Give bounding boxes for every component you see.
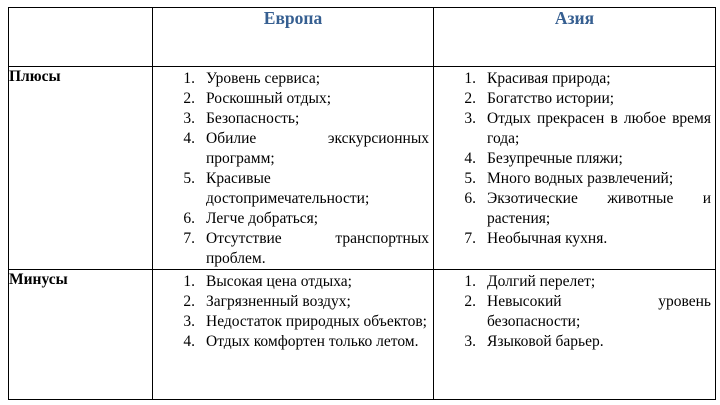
- item-number: 3.: [183, 313, 195, 330]
- list-item: [434, 109, 711, 149]
- list-item: [153, 69, 429, 89]
- cell-europe-cons: [153, 270, 434, 400]
- item-number: 3.: [183, 110, 195, 127]
- item-number: 2.: [464, 90, 476, 107]
- item-text: Безопасность;: [206, 110, 300, 127]
- item-text: Отсутствие транспортных проблем.: [206, 230, 429, 267]
- comparison-table: [8, 7, 716, 400]
- list-item: [153, 129, 429, 169]
- item-text: Легче добраться;: [206, 210, 319, 227]
- item-number: 6.: [464, 190, 476, 207]
- item-text: Обилие экскурсионных программ;: [206, 130, 429, 167]
- cell-asia-pros: [434, 67, 716, 270]
- cons-row: [9, 270, 716, 400]
- list-item: [434, 292, 711, 332]
- item-number: 3.: [464, 110, 476, 127]
- item-number: 4.: [183, 130, 195, 147]
- list-item: [153, 292, 429, 312]
- item-text: Отдых прекрасен в любое время года;: [487, 110, 711, 147]
- list-item: [153, 312, 429, 332]
- europe-cons-list: [153, 270, 433, 352]
- item-number: 7.: [183, 230, 195, 247]
- asia-pros-list: [434, 67, 715, 249]
- item-text: Недостаток природных объектов;: [206, 313, 427, 330]
- row-label-pros: Плюсы: [9, 67, 153, 270]
- row-label-cons: Минусы: [9, 270, 153, 400]
- item-text: Безупречные пляжи;: [487, 150, 623, 167]
- list-item: [153, 109, 429, 129]
- list-item: [434, 89, 711, 109]
- item-text: Невысокий уровень безопасности;: [487, 293, 711, 330]
- item-number: 2.: [183, 90, 195, 107]
- item-text: Уровень сервиса;: [206, 70, 321, 87]
- list-item: [434, 332, 711, 352]
- pros-row: [9, 67, 716, 270]
- list-item: [434, 149, 711, 169]
- header-row: [9, 8, 716, 67]
- cell-europe-pros: [153, 67, 434, 270]
- item-number: 1.: [183, 273, 195, 290]
- item-text: Красивые достопримечательности;: [206, 170, 370, 207]
- list-item: [153, 209, 429, 229]
- list-item: [434, 189, 711, 229]
- item-number: 1.: [464, 70, 476, 87]
- item-text: Долгий перелет;: [487, 273, 596, 290]
- item-number: 1.: [183, 70, 195, 87]
- item-text: Загрязненный воздух;: [206, 293, 351, 310]
- list-item: [434, 229, 711, 249]
- item-number: 5.: [183, 170, 195, 187]
- item-text: Отдых комфортен только летом.: [206, 333, 419, 350]
- item-text: Красивая природа;: [487, 70, 611, 87]
- list-item: [434, 169, 711, 189]
- list-item: [153, 229, 429, 269]
- item-text: Языковой барьер.: [487, 333, 604, 350]
- item-number: 2.: [464, 293, 476, 310]
- list-item: [153, 89, 429, 109]
- item-text: Экзотические животные и растения;: [487, 190, 711, 227]
- europe-pros-list: [153, 67, 433, 269]
- item-text: Роскошный отдых;: [206, 90, 332, 107]
- header-asia: Азия: [434, 8, 716, 67]
- asia-cons-list: [434, 270, 715, 352]
- item-number: 2.: [183, 293, 195, 310]
- item-text: Необычная кухня.: [487, 230, 608, 247]
- item-text: Богатство истории;: [487, 90, 615, 107]
- corner-cell: [9, 8, 153, 67]
- list-item: [153, 272, 429, 292]
- item-number: 4.: [464, 150, 476, 167]
- list-item: [434, 272, 711, 292]
- item-number: 1.: [464, 273, 476, 290]
- list-item: [153, 169, 429, 209]
- header-europe: Европа: [153, 8, 434, 67]
- item-number: 5.: [464, 170, 476, 187]
- list-item: [153, 332, 429, 352]
- item-number: 3.: [464, 333, 476, 350]
- list-item: [434, 69, 711, 89]
- item-number: 6.: [183, 210, 195, 227]
- item-text: Много водных развлечений;: [487, 170, 674, 187]
- item-number: 7.: [464, 230, 476, 247]
- cell-asia-cons: [434, 270, 716, 400]
- item-number: 4.: [183, 333, 195, 350]
- item-text: Высокая цена отдыха;: [206, 273, 352, 290]
